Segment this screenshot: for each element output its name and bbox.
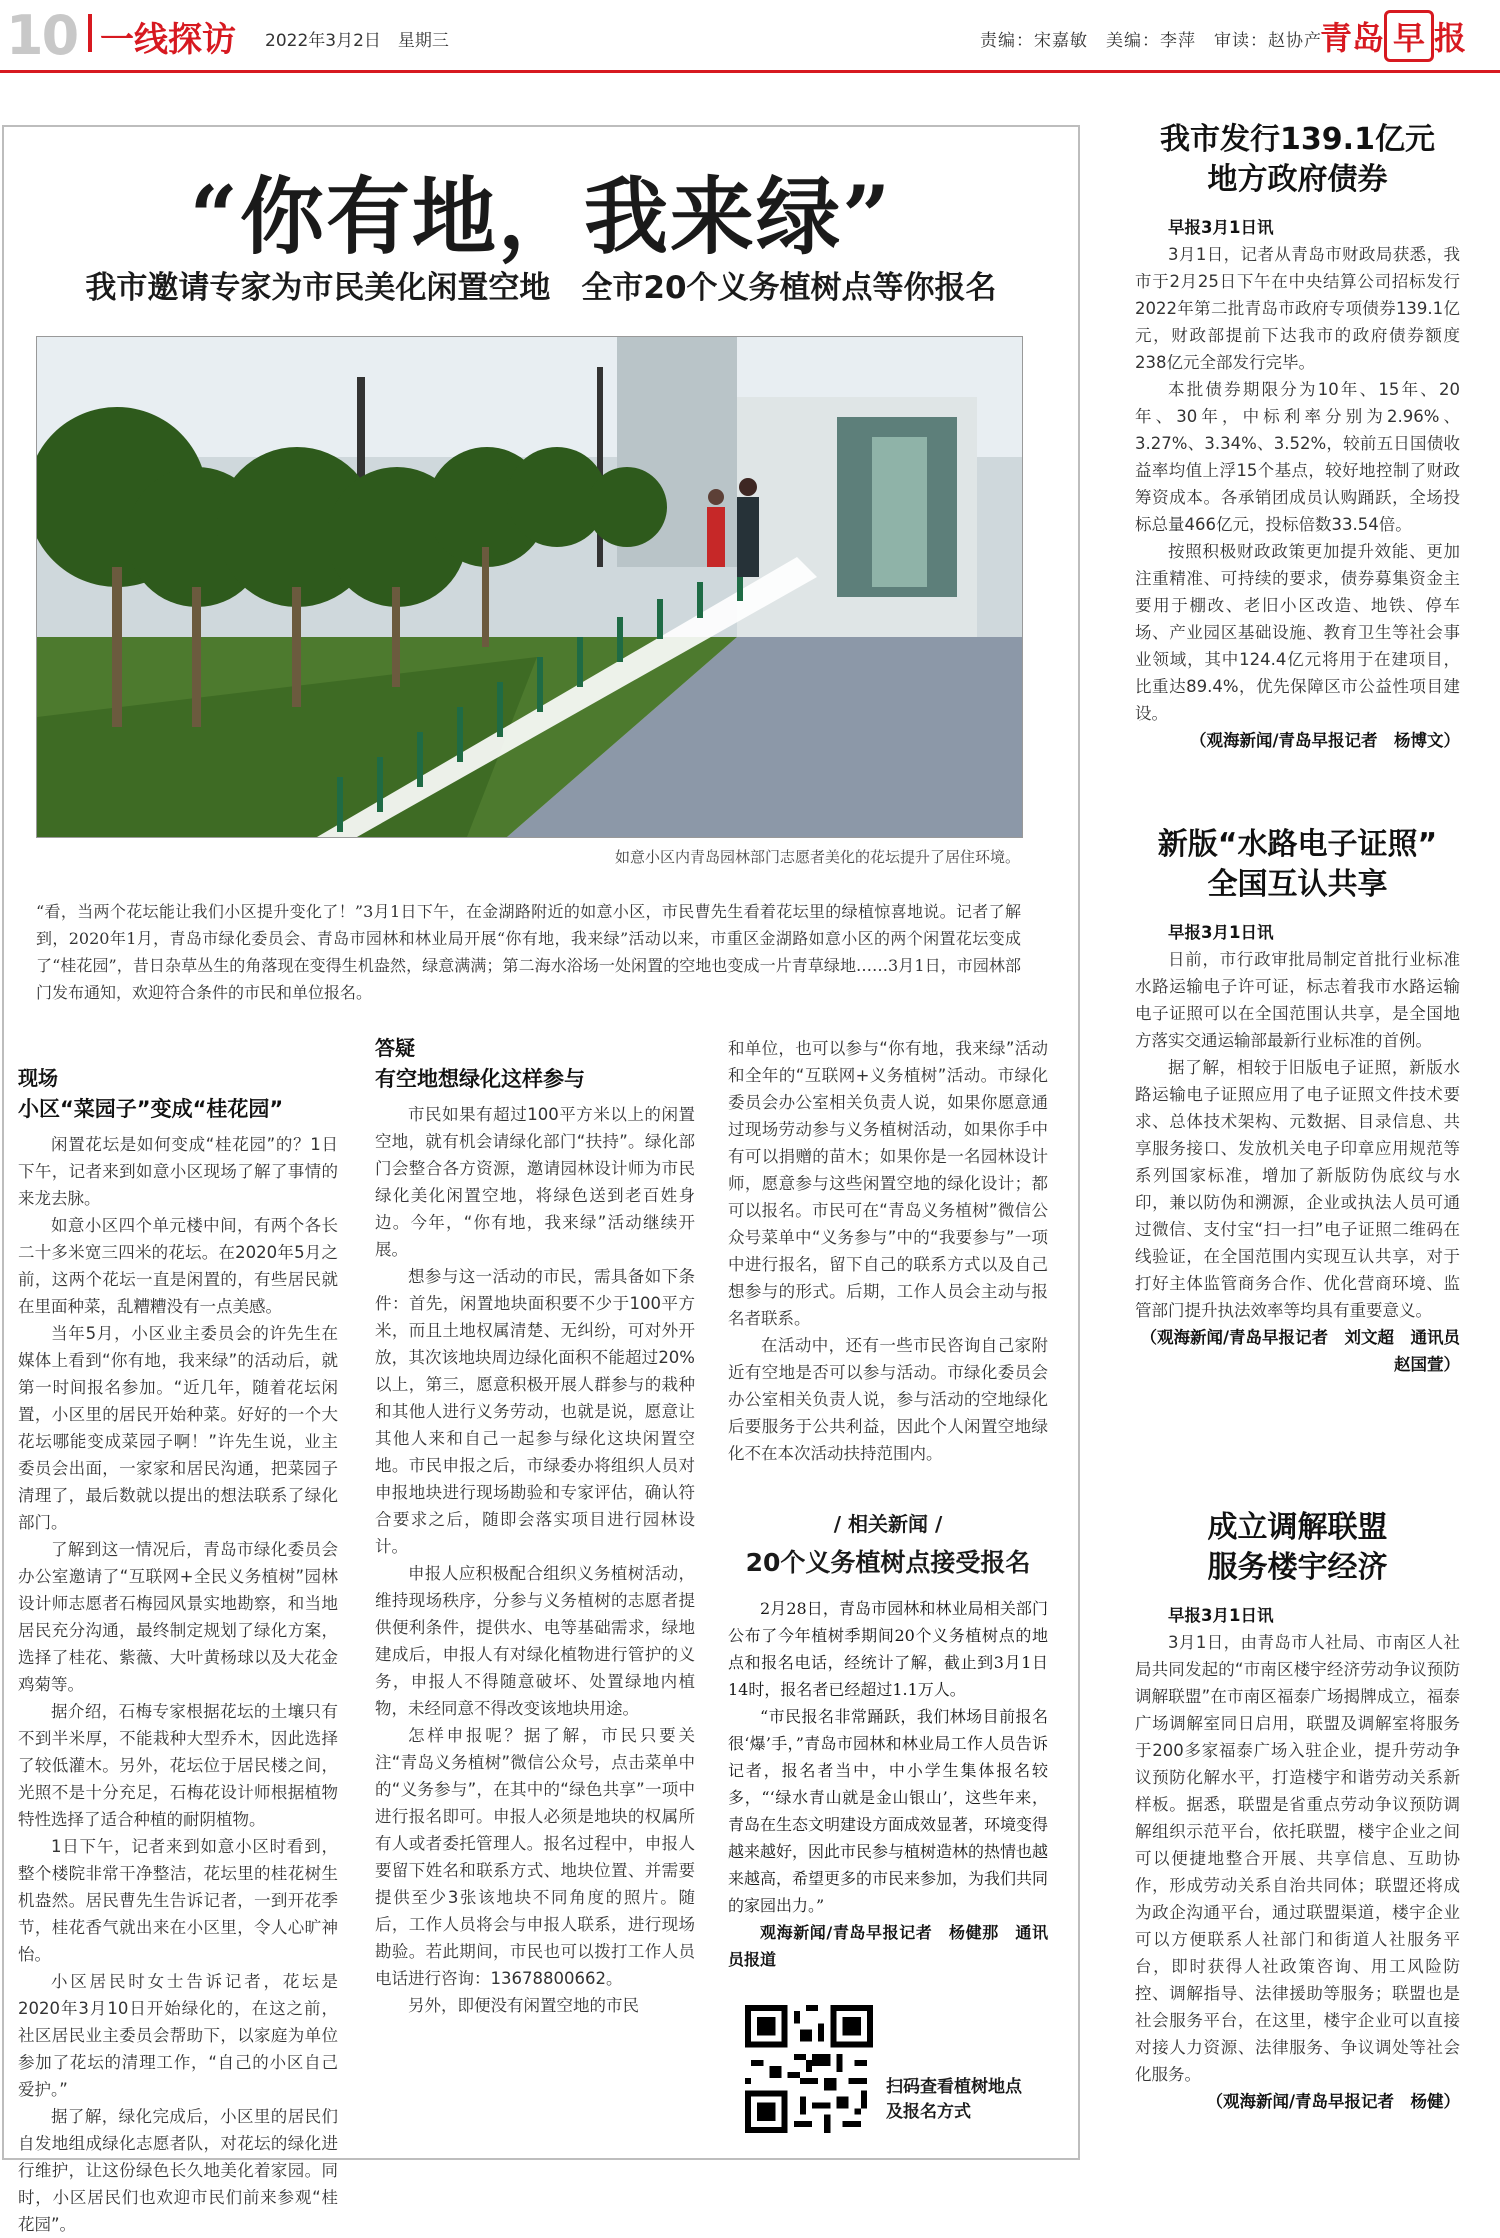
section-subtitle: 有空地想绿化这样参与	[375, 1067, 585, 1091]
masthead-text-a: 青岛	[1320, 19, 1385, 57]
related-news-body	[728, 1595, 1048, 1973]
paragraph: 日前，市行政审批局制定首批行业标准水路运输电子许可证，标志着我市水路运输电子证照可以在全国范围认共享，是全国地方落实交通运输部最新行业标准的首例。	[1135, 950, 1460, 1050]
paragraph: 申报人应积极配合组织义务植树活动，维持现场秩序，分参与义务植树的志愿者提供便利条件，提供水、电等基础需求，绿地建成后，申报人有对绿化植物进行管护的义务，申报人不得随意破坏、处置绿地内植物，未经同意不得改变该地块用途。	[375, 1564, 695, 1718]
related-news	[728, 1508, 1048, 1973]
paragraph: 和单位，也可以参与“你有地，我来绿”活动和全年的“互联网+义务植树”活动。市绿化委员会办公室相关负责人说，如果你愿意通过现场劳动参与义务植树活动，如果你手中有可以捐赠的苗木；如果你是一名园林设计师，愿意参与这些闲置空地的绿化设计；都可以报名。市民可在“青岛义务植树”微信公众号菜单中“义务参与”中的“我要参与”一项中进行报名，留下自己的联系方式以及自己想参与的形式。后期，工作人员会主动与报名者联系。	[728, 1039, 1048, 1328]
main-subheadline: 我市邀请专家为市民美化闲置空地 全市20个义务植树点等你报名	[85, 270, 997, 306]
paragraph: 怎样申报呢？据了解，市民只要关注“青岛义务植树”微信公众号，点击菜单中的“义务参与”，在其中的“绿色共享”一项中进行报名即可。申报人必须是地块的权属所有人或者委托管理人。报名过程中，申报人要留下姓名和联系方式、地块位置、并需要提供至少3张该地块不同角度的照片。随后，工作人员将会与申报人联系，进行现场勘验。若此期间，市民也可以拨打工作人员电话进行咨询：13678800662。	[375, 1726, 695, 1988]
paragraph: 如意小区四个单元楼中间，有两个各长二十多米宽三四米的花坛。在2020年5月之前，这两个花坛一直是闲置的，有些居民就在里面种菜，乱糟糟没有一点美感。	[18, 1216, 338, 1316]
article-column-2	[375, 1035, 695, 2019]
paragraph: 闲置花坛是如何变成“桂花园”的？1日下午，记者来到如意小区现场了解了事情的来龙去脉。	[18, 1135, 338, 1208]
main-headline: “你有地，我来绿”	[189, 167, 893, 266]
story-title-line: 成立调解联盟	[1207, 1510, 1388, 1545]
paragraph: 3月1日，记者从青岛市财政局获悉，我市于2月25日下午在中央结算公司招标发行2022年第二批青岛市政府专项债券139.1亿元，财政部提前下达我市的政府债券额度238亿元全部发行完毕。	[1135, 245, 1460, 372]
story-title	[1135, 120, 1460, 200]
story-title-line: 新版“水路电子证照”	[1157, 827, 1438, 862]
page-number: 10	[6, 4, 78, 67]
paragraph: 当年5月，小区业主委员会的许先生在媒体上看到“你有地，我来绿”的活动后，就第一时间报名参加。“近几年，随着花坛闲置，小区里的居民开始种菜。好好的一个大花坛哪能变成菜园子啊！”许先生说，业主委员会出面，一家家和居民沟通，把菜园子清理了，最后数就以提出的想法联系了绿化部门。	[18, 1324, 338, 1532]
qr-caption	[886, 2075, 1046, 2125]
section-subtitle: 小区“菜园子”变成“桂花园”	[18, 1097, 284, 1121]
story-byline: （观海新闻/青岛早报记者 杨健）	[1206, 2092, 1460, 2111]
masthead-logo	[1320, 10, 1466, 62]
sidebar-story-mediation	[1135, 1508, 1460, 2115]
sidebar-story-bonds	[1135, 120, 1460, 754]
story-body	[1135, 1602, 1460, 2115]
story-dateline: 早报3月1日讯	[1168, 923, 1274, 942]
paragraph: 据了解，相较于旧版电子证照，新版水路运输电子证照应用了电子证照文件技术要求、总体技术架构、元数据、目录信息、共享服务接口、发放机关电子印章应用规范等系列国家标准，增加了新版防伪底纹与水印，兼以防伪和溯源，企业或执法人员可通过微信、支付宝“扫一扫”电子证照二维码在线验证，在全国范围内实现互认共享，对于打好主体监管商务合作、优化营商环境、监管部门提升执法效率等均具有重要意义。	[1135, 1058, 1460, 1320]
photo-caption: 如意小区内青岛园林部门志愿者美化的花坛提升了居住环境。	[614, 848, 1020, 866]
story-dateline: 早报3月1日讯	[1168, 218, 1274, 237]
qr-caption-line: 扫码查看植树地点	[886, 2077, 1022, 2097]
story-byline: （观海新闻/青岛早报记者 刘文超 通讯员 赵国萱）	[1140, 1328, 1477, 1374]
qr-caption-line: 及报名方式	[886, 2102, 971, 2122]
story-title-line: 服务楼宇经济	[1207, 1550, 1388, 1585]
related-byline: 观海新闻/青岛早报记者 杨健那 通讯员报道	[728, 1923, 1048, 1969]
story-byline: （观海新闻/青岛早报记者 杨博文）	[1189, 731, 1460, 750]
paragraph: 市民如果有超过100平方米以上的闲置空地，就有机会请绿化部门“扶持”。绿化部门会整合各方资源，邀请园林设计师为市民绿化美化闲置空地，将绿色送到老百姓身边。今年，“你有地，我来绿”活动继续开展。	[375, 1105, 695, 1259]
paragraph: 小区居民时女士告诉记者，花坛是2020年3月10日开始绿化的，在这之前，社区居民业主委员会帮助下，以家庭为单位参加了花坛的清理工作，“自己的小区自己爱护。”	[18, 1972, 338, 2099]
paragraph: 3月1日，由青岛市人社局、市南区人社局共同发起的“市南区楼宇经济劳动争议预防调解联盟”在市南区福泰广场揭牌成立，福泰广场调解室同日启用，联盟及调解室将服务于200多家福泰广场入驻企业，提升劳动争议预防化解水平，打造楼宇和谐劳动关系新样板。据悉，联盟是省重点劳动争议预防调解组织示范平台，依托联盟，楼宇企业之间可以便捷地整合开展、共享信息、互助协作，形成劳动关系自治共同体；联盟还将成为政企沟通平台，通过联盟渠道，楼宇企业可以方便联系人社部门和街道人社服务平台，即时获得人社政策咨询、用工风险防控、调解指导、法律援助等服务；联盟也是社会服务平台，在这里，楼宇企业可以直接对接人力资源、法律服务、争议调处等社会化服务。	[1135, 1633, 1460, 2084]
story-body	[1135, 919, 1477, 1378]
section-divider	[88, 14, 92, 52]
story-title	[1135, 1508, 1460, 1588]
section-name: 一线探访	[100, 20, 236, 60]
paragraph: 另外，即便没有闲置空地的市民	[408, 1996, 639, 2015]
section-kicker: 现场	[18, 1066, 58, 1090]
article-column-3	[728, 1035, 1048, 1467]
paragraph: 1日下午，记者来到如意小区时看到，整个楼院非常干净整洁，花坛里的桂花树生机盎然。居民曹先生告诉记者，一到开花季节，桂花香气就出来在小区里，令人心旷神怡。	[18, 1837, 338, 1964]
article-column-1	[18, 1065, 338, 2238]
story-title	[1135, 825, 1460, 905]
sidebar-story-certificates	[1135, 825, 1477, 1378]
publication-date: 2022年3月2日 星期三	[265, 31, 449, 51]
lead-paragraph: “看，当两个花坛能让我们小区提升变化了！”3月1日下午，在金湖路附近的如意小区，市民曹先生看着花坛里的绿植惊喜地说。记者了解到，2020年1月，青岛市绿化委员会、青岛市园林和林业局开展“你有地，我来绿”活动以来，市重区金湖路如意小区的两个闲置花坛变成了“桂花园”，昔日杂草丛生的角落现在变得生机盎然，绿意满满；第二海水浴场一处闲置的空地也变成一片青草绿地……3月1日，市园林部门发布通知，欢迎符合条件的市民和单位报名。	[36, 902, 1021, 1002]
masthead-text-c: 报	[1434, 19, 1467, 57]
story-body	[1135, 214, 1460, 754]
story-title-line: 我市发行139.1亿元	[1160, 122, 1435, 157]
paragraph: 了解到这一情况后，青岛市绿化委员会办公室邀请了“互联网+全民义务植树”园林设计师志愿者石梅园风景实地勘察，和当地居民充分沟通，最终制定规划了绿化方案，选择了桂花、紫薇、大叶黄杨球以及大花金鸡菊等。	[18, 1540, 338, 1694]
related-news-tag: / 相关新闻 /	[833, 1512, 943, 1536]
paragraph: 据了解，绿化完成后，小区里的居民们自发地组成绿化志愿者队，对花坛的绿化进行维护，让这份绿色长久地美化着家园。同时，小区居民们也欢迎市民们前来参观“桂花园”。	[18, 2107, 338, 2234]
paragraph: 在活动中，还有一些市民咨询自己家附近有空地是否可以参与活动。市绿化委员会办公室相关负责人说，参与活动的空地绿化后要服务于公共利益，因此个人闲置空地绿化不在本次活动扶持范围内。	[728, 1336, 1048, 1463]
paragraph: “市民报名非常踊跃，我们林场目前报名很‘爆’手，”青岛市园林和林业局工作人员告诉记者，报名者当中，中小学生集体报名较多，“‘绿水青山就是金山银山’，这些年来，青岛在生态文明建设方面成效显著，环境变得越来越好，因此市民参与植树造林的热情也越来越高，希望更多的市民来参加，为我们共同的家园出力。”	[728, 1707, 1049, 1915]
garden-photo-illustration	[37, 337, 1022, 837]
paragraph: 想参与这一活动的市民，需具备如下条件：首先，闲置地块面积要不少于100平方米，而且土地权属清楚、无纠纷，可对外开放，其次该地块周边绿化面积不能超过20%以上，第三，愿意积极开展人群参与的栽种和其他人进行义务劳动，也就是说，愿意让其他人来和自己一起参与绿化这块闲置空地。市民申报之后，市绿委办将组织人员对申报地块进行现场勘验和专家评估，确认符合要求之后，随即会落实项目进行园林设计。	[375, 1267, 695, 1556]
story-title-line: 全国互认共享	[1207, 867, 1388, 902]
qr-code-graphic	[745, 2005, 873, 2133]
paragraph: 本批债券期限分为10年、15年、20年、30年，中标利率分别为2.96%、3.27%、3.34%、3.52%，较前五日国债收益率均值上浮15个基点，较好地控制了财政筹资成本。各承销团成员认购踊跃，全场投标总量466亿元，投标倍数33.54倍。	[1135, 380, 1460, 534]
paragraph: 2月28日，青岛市园林和林业局相关部门公布了今年植树季期间20个义务植树点的地点和报名电话，经统计了解，截止到3月1日14时，报名者已经超过1.1万人。	[728, 1599, 1048, 1699]
paragraph: 据介绍，石梅专家根据花坛的土壤只有不到半米厚，不能栽种大型乔木，因此选择了较低灌木。另外，花坛位于居民楼之间，光照不是十分充足，石梅花设计师根据植物特性选择了适合种植的耐阴植物。	[18, 1702, 338, 1829]
story-title-line: 地方政府债券	[1207, 162, 1388, 197]
qr-code[interactable]	[745, 2005, 873, 2133]
story-dateline: 早报3月1日讯	[1168, 1606, 1274, 1625]
section-kicker: 答疑	[375, 1036, 415, 1060]
news-photo	[36, 336, 1023, 838]
editor-credits: 责编：宋嘉敏 美编：李萍 审读：赵协产	[980, 31, 1322, 51]
related-news-title: 20个义务植树点接受报名	[745, 1548, 1031, 1577]
paragraph: 按照积极财政政策更加提升效能、更加注重精准、可持续的要求，债券募集资金主要用于棚改、老旧小区改造、地铁、停车场、产业园区基础设施、教育卫生等社会事业领域，其中124.4亿元将用于在建项目，比重达89.4%，优先保障区市公益性项目建设。	[1135, 542, 1460, 723]
masthead-text-b: 早	[1384, 10, 1434, 62]
